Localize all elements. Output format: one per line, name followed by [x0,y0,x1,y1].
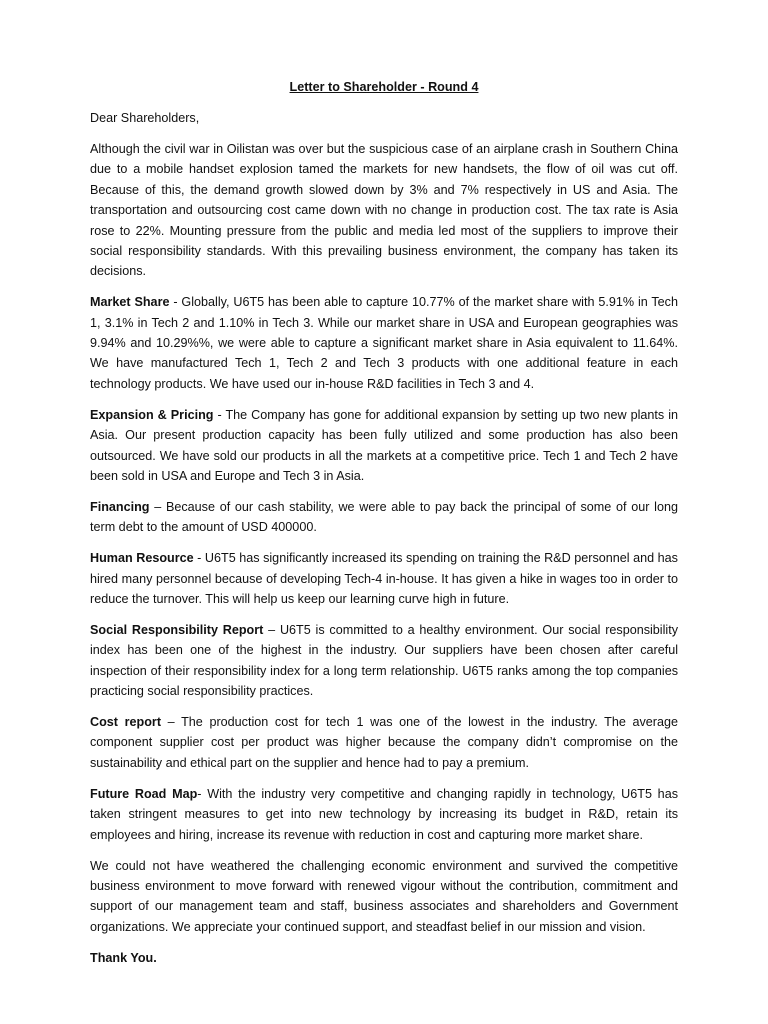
salutation: Dear Shareholders, [90,111,200,125]
section-market-share [90,292,678,394]
letter-body [90,78,678,979]
section-social-responsibility [90,620,678,702]
section-separator: - [169,295,182,310]
section-heading: Market Share [90,295,170,310]
section-separator: – [161,715,182,730]
section-cost-report [90,712,678,773]
section-heading: Human Resource [90,551,194,566]
section-separator: - [193,551,205,566]
section-separator: – [263,622,280,637]
closing-line: Thank You. [90,950,157,965]
conclusion-paragraph: We could not have weathered the challenging economic environment and survived the competitive business environment to move forward with renewed vigour without the contribution, commitment and support of our management team and staff, business associates and shareholders and Government organizations. We appreciate your continued support, and steadfast belief in our mission and vision. [90,858,678,934]
section-heading: Cost report [90,715,162,730]
section-text: U6T5 is committed to a healthy environment. Our social responsibility index has been one of the highest in the industry. Our suppliers have been chosen after careful inspection of their responsibility index for a long term relationship. U6T5 ranks among the top companies practicing social responsibility practices. [90,622,678,699]
intro-paragraph: Although the civil war in Oilistan was over but the suspicious case of an airplane crash in Southern China due to a mobile handset explosion tamed the markets for new handsets, the flow of oil was cut off. Because of this, the demand growth slowed down by 3% and 7% respectively in US and Asia. The transportation and outsourcing cost came down with no change in production cost. The tax rate is Asia rose to 22%. Mounting pressure from the public and media led most of the suppliers to improve their social responsibility standards. With this prevailing business environment, the company has taken its decisions. [90,141,678,279]
section-heading: Financing [90,499,150,514]
letter-title: Letter to Shareholder - Round 4 [289,80,479,94]
section-heading: Expansion & Pricing [90,407,214,422]
section-expansion-pricing [90,405,678,487]
section-heading: Future Road Map [90,786,198,801]
section-text: U6T5 has significantly increased its spending on training the R&D personnel and has hired many personnel because of developing Tech-4 in-house. It has given a hike in wages too in order to reduce the turnover. This will help us keep our learning curve high in future. [90,551,678,607]
section-text: The production cost for tech 1 was one of the lowest in the industry. The average component supplier cost per product was higher because the company didn’t compromise on the sustainability and ethical part on the supplier and hence had to pay a premium. [90,715,679,770]
section-separator: – [149,499,166,514]
section-heading: Social Responsibility Report [90,622,264,637]
section-human-resource [90,548,678,609]
section-separator: - [213,407,226,422]
section-future-road-map [90,784,678,845]
section-text: Because of our cash stability, we were able to pay back the principal of some of our long term debt to the amount of USD 400000. [90,499,678,535]
section-financing [90,497,678,538]
section-text: The Company has gone for additional expansion by setting up two new plants in Asia. Our present production capacity has been fully utilized and some production has also been outsourced. We have sold our products in all the markets at a competitive price. Tech 1 and Tech 2 have been sold in USA and Europe and Tech 3 in Asia. [90,407,678,483]
section-text: Globally, U6T5 has been able to capture 10.77% of the market share with 5.91% in Tech 1, 3.1% in Tech 2 and 1.10% in Tech 3. While our market share in USA and European geographies was 9.94% and 10.29%%, we were able to capture a significant market share in Asia equivalent to 11.64%. We have manufactured Tech 1, Tech 2 and Tech 3 products with one additional feature in each technology products. We have used our in-house R&D facilities in Tech 3 and 4. [90,295,678,391]
section-text: With the industry very competitive and changing rapidly in technology, U6T5 has taken stringent measures to get into new technology by increasing its budget in R&D, retain its employees and hiring, increase its revenue with reduction in cost and capturing more market share. [90,786,678,842]
section-separator: - [197,786,208,801]
